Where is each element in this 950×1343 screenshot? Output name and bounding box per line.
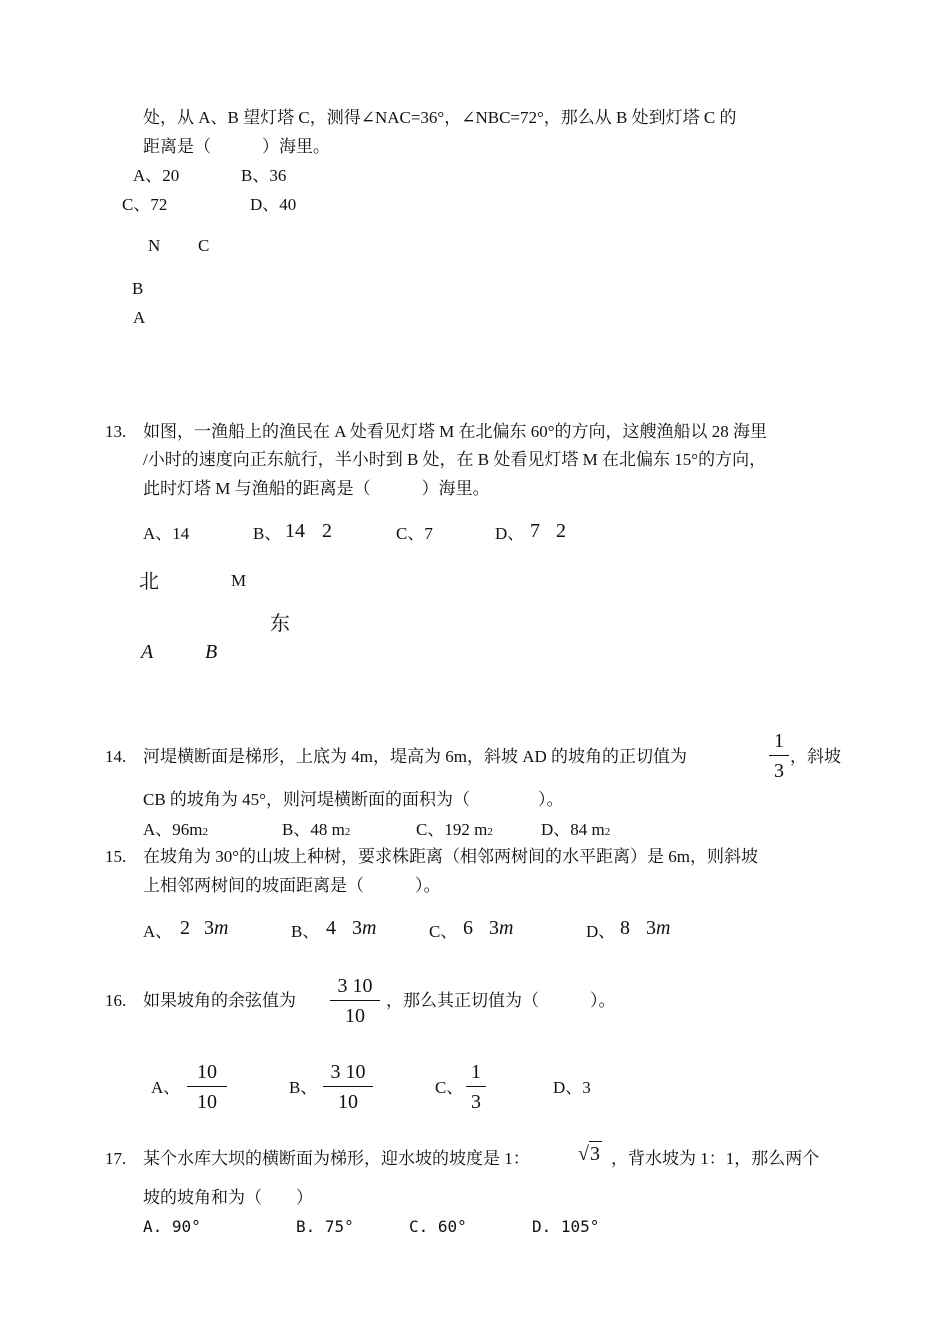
q17-sqrt-sign: √ — [578, 1143, 589, 1165]
q16-option-c-bar — [466, 1086, 486, 1087]
q13-option-b-prefix: B、 — [253, 524, 282, 543]
q16-option-a-prefix: A、 — [151, 1078, 181, 1097]
q15-option-b-radicand: 3 — [352, 917, 362, 939]
q16-option-b-bar — [323, 1086, 373, 1087]
q15-option-a-unit: m — [214, 917, 229, 939]
q16-fraction-numerator: 3 10 — [337, 975, 373, 997]
q17-option-c: C. 60° — [409, 1217, 467, 1236]
q17-option-b: B. 75° — [296, 1217, 354, 1236]
q13-figure-label-a: A — [141, 641, 154, 663]
q17-sqrt — [578, 1144, 602, 1164]
q13-line2: /小时的速度向正东航行，半小时到 B 处，在 B 处看见灯塔 M 在北偏东 15°的方向， — [143, 450, 767, 469]
q12-figure-label-b: B — [132, 279, 144, 298]
q17-option-d: D. 105° — [532, 1217, 600, 1236]
q14-option-a-text: A、96m — [143, 820, 203, 839]
q14-option-d-text: D、84 m — [541, 820, 605, 839]
q16-option-c-denominator: 3 — [471, 1091, 481, 1113]
q14-option-b — [282, 821, 350, 838]
q15-line1: 在坡角为 30°的山坡上种树，要求株距离（相邻两树间的水平距离）是 6m，则斜坡 — [143, 847, 759, 866]
q17-option-a: A. 90° — [143, 1217, 201, 1236]
q12-option-d: D、40 — [250, 195, 297, 214]
q16-option-b-denominator: 10 — [338, 1091, 358, 1113]
q12-figure-label-c: C — [198, 236, 210, 255]
q15-option-b-unit: m — [362, 917, 377, 939]
q16-option-c-fraction — [466, 1062, 486, 1112]
q14-option-c-text: C、192 m — [416, 820, 488, 839]
q16-option-a-bar — [187, 1086, 227, 1087]
q13-line3: 此时灯塔 M 与渔船的距离是（ ）海里。 — [143, 479, 490, 498]
q15-option-a-radicand: 3 — [204, 917, 214, 939]
q13-figure-label-m: M — [231, 571, 247, 590]
q16-option-c-prefix: C、 — [435, 1078, 464, 1097]
q13-option-a: A、14 — [143, 524, 190, 543]
q12-figure-label-n: N — [148, 236, 161, 255]
q16-option-a-denominator: 10 — [197, 1091, 217, 1113]
q14-line1: 河堤横断面是梯形，上底为 4m，堤高为 6m，斜坡 AD 的坡角的正切值为 — [143, 747, 687, 766]
q14-option-a-exp: 2 — [202, 826, 208, 838]
q16-fraction-denominator: 10 — [345, 1005, 365, 1027]
q15-option-d-coef: 8 — [620, 917, 630, 939]
q16-number: 16. — [105, 991, 127, 1010]
q13-option-d-prefix: D、 — [495, 524, 525, 543]
q14-option-d — [541, 821, 610, 838]
q13-figure-label-north: 北 — [139, 571, 159, 593]
q16-line1-tail: ，那么其正切值为（ ）。 — [386, 991, 616, 1010]
q15-option-c-coef: 6 — [463, 917, 473, 939]
q15-option-a-prefix: A、 — [143, 922, 173, 941]
q14-fraction — [769, 731, 789, 781]
q12-option-a: A、20 — [133, 166, 180, 185]
q15-option-b-root — [352, 918, 376, 938]
q15-option-c-radicand: 3 — [489, 917, 499, 939]
q15-option-c-unit: m — [499, 917, 514, 939]
q16-option-a-numerator: 10 — [197, 1061, 217, 1083]
q14-option-a — [143, 821, 208, 838]
q14-fraction-numerator: 1 — [774, 730, 784, 752]
q12-option-b: B、36 — [241, 166, 287, 185]
q15-option-a-coef: 2 — [180, 917, 190, 939]
q16-option-b-prefix: B、 — [289, 1078, 318, 1097]
q15-option-d-root — [646, 918, 670, 938]
q14-line1-tail: ，斜坡 — [790, 747, 841, 766]
q17-line1-tail: ，背水坡为 1：1，那么两个 — [611, 1149, 820, 1168]
q13-option-d-radicand: 2 — [556, 520, 566, 542]
q14-option-c-exp: 2 — [487, 826, 493, 838]
q15-line2: 上相邻两树间的坡面距离是（ ）。 — [143, 876, 441, 895]
q13-number: 13. — [105, 422, 127, 441]
q14-option-c — [416, 821, 493, 838]
q15-option-c-root — [489, 918, 513, 938]
q14-fraction-bar — [769, 755, 789, 756]
q13-option-b-coef: 14 — [285, 520, 305, 542]
q16-line1-head: 如果坡角的余弦值为 — [143, 991, 296, 1010]
q16-fraction — [330, 976, 380, 1026]
q13-option-b-radicand: 2 — [322, 520, 332, 542]
q16-option-b-numerator: 3 10 — [330, 1061, 366, 1083]
q14-option-d-exp: 2 — [604, 826, 611, 838]
q16-option-d: D、3 — [553, 1078, 591, 1097]
q16-fraction-bar — [330, 1000, 380, 1001]
q14-option-b-text: B、48 m — [282, 820, 345, 839]
q15-number: 15. — [105, 847, 127, 866]
q16-option-c-numerator: 1 — [471, 1061, 481, 1083]
q12-line2: 距离是（ ）海里。 — [143, 137, 330, 156]
q12-option-c: C、72 — [122, 195, 168, 214]
q12-figure-label-a: A — [133, 308, 146, 327]
q13-line1: 如图，一渔船上的渔民在 A 处看见灯塔 M 在北偏东 60°的方向，这艘渔船以 28 海里 — [143, 422, 768, 441]
q12-line1: 处，从 A、B 望灯塔 C，测得∠NAC=36°，∠NBC=72°，那么从 B 处到灯塔 C 的 — [143, 108, 737, 127]
q16-option-a-fraction — [187, 1062, 227, 1112]
q17-sqrt-radicand: 3 — [589, 1143, 600, 1165]
q15-option-d-unit: m — [656, 917, 671, 939]
q15-option-c-prefix: C、 — [429, 922, 458, 941]
q17-line2: 坡的坡角和为（ ） — [143, 1188, 313, 1207]
q13-figure-label-east: 东 — [270, 613, 290, 635]
q13-option-d-coef: 7 — [530, 520, 540, 542]
q15-option-b-prefix: B、 — [291, 922, 320, 941]
q16-option-b-fraction — [323, 1062, 373, 1112]
q15-option-b-coef: 4 — [326, 917, 336, 939]
q13-figure-label-b: B — [205, 641, 218, 663]
q15-option-d-radicand: 3 — [646, 917, 656, 939]
q14-option-b-exp: 2 — [344, 826, 351, 838]
q15-option-a-root — [204, 918, 228, 938]
q17-line1-head: 某个水库大坝的横断面为梯形，迎水坡的坡度是 1： — [143, 1149, 530, 1168]
q15-option-d-prefix: D、 — [586, 922, 616, 941]
q17-number: 17. — [105, 1149, 127, 1168]
q13-option-c: C、7 — [396, 524, 433, 543]
q14-number: 14. — [105, 747, 127, 766]
q14-fraction-denominator: 3 — [774, 760, 784, 782]
q14-line2: CB 的坡角为 45°，则河堤横断面的面积为（ ）。 — [143, 790, 564, 809]
